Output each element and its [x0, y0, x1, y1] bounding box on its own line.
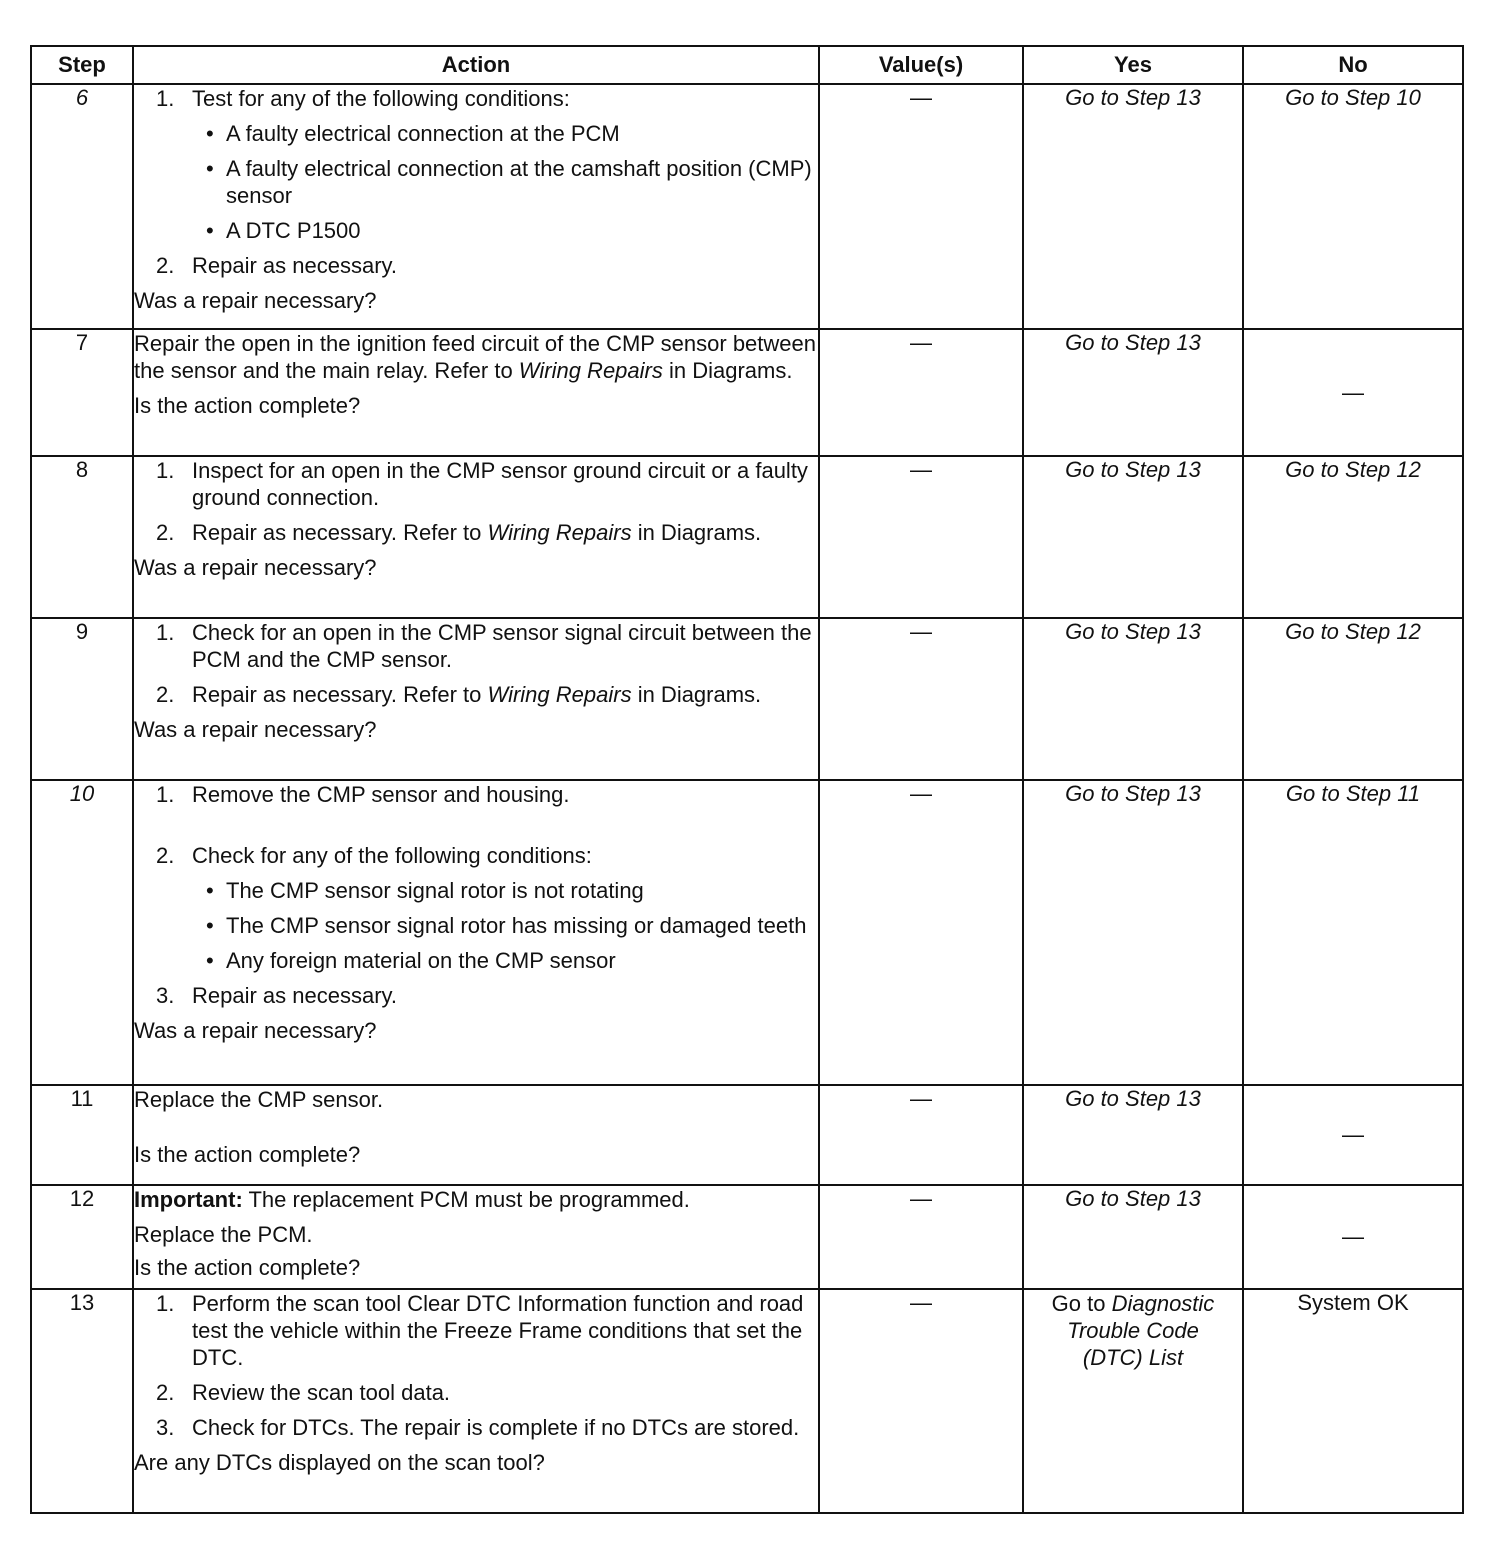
value-cell: — — [819, 456, 1023, 618]
important-note: Important: The replacement PCM must be programmed. — [134, 1187, 690, 1212]
step-number: 7 — [31, 329, 133, 456]
list-item: 1. Inspect for an open in the CMP sensor ground circuit or a faulty ground connection. — [156, 458, 808, 510]
list-item: 2. Review the scan tool data. — [156, 1380, 451, 1405]
action-cell — [133, 329, 819, 456]
action-text: Replace the PCM. — [134, 1222, 313, 1247]
list-item: 2. Repair as necessary. Refer to Wiring Repairs in Diagrams. — [156, 682, 762, 707]
no-action: — — [1243, 1185, 1463, 1289]
step-number: 9 — [31, 618, 133, 780]
no-action: Go to Step 12 — [1243, 456, 1463, 618]
table-row — [31, 1185, 1463, 1289]
yes-action: Go to Step 13 — [1023, 1185, 1243, 1289]
bullet-item: • A faulty electrical connection at the PCM — [206, 121, 620, 146]
yes-action: Go to Diagnostic Trouble Code (DTC) List — [1023, 1289, 1243, 1513]
value-cell: — — [819, 1289, 1023, 1513]
action-cell — [133, 1085, 819, 1185]
value-cell: — — [819, 618, 1023, 780]
question-text: Was a repair necessary? — [134, 1018, 377, 1043]
list-item: 2. Repair as necessary. Refer to Wiring Repairs in Diagrams. — [156, 520, 762, 545]
action-cell — [133, 780, 819, 1085]
bullet-item: • The CMP sensor signal rotor is not rotating — [206, 878, 644, 903]
action-cell — [133, 456, 819, 618]
value-cell: — — [819, 329, 1023, 456]
step-number: 10 — [31, 780, 133, 1085]
list-item: 1. Test for any of the following conditions: — [156, 86, 570, 111]
step-number: 13 — [31, 1289, 133, 1513]
list-item: 1. Check for an open in the CMP sensor signal circuit between the PCM and the CMP sensor. — [156, 620, 812, 672]
wiring-repairs-reference: Wiring Repairs — [487, 520, 632, 545]
table-row — [31, 456, 1463, 618]
action-cell — [133, 1289, 819, 1513]
table-row — [31, 329, 1463, 456]
table-row — [31, 1085, 1463, 1185]
dtc-list-reference: Diagnostic Trouble Code (DTC) List — [1067, 1291, 1215, 1370]
question-text: Is the action complete? — [134, 393, 361, 418]
step-number: 12 — [31, 1185, 133, 1289]
list-item: 3. Check for DTCs. The repair is complete if no DTCs are stored. — [156, 1415, 800, 1440]
question-text: Was a repair necessary? — [134, 288, 377, 313]
list-item: 2. Check for any of the following conditions: — [156, 843, 592, 868]
bullet-item: • A faulty electrical connection at the camshaft position (CMP) sensor — [206, 156, 812, 208]
action-cell — [133, 1185, 819, 1289]
header-step: Step — [31, 46, 133, 84]
list-item: 3. Repair as necessary. — [156, 983, 398, 1008]
no-action: — — [1243, 1085, 1463, 1185]
action-cell — [133, 618, 819, 780]
no-action: Go to Step 10 — [1243, 84, 1463, 329]
yes-action: Go to Step 13 — [1023, 456, 1243, 618]
no-action: Go to Step 11 — [1243, 780, 1463, 1085]
yes-action: Go to Step 13 — [1023, 780, 1243, 1085]
wiring-repairs-reference: Wiring Repairs — [487, 682, 632, 707]
value-cell: — — [819, 780, 1023, 1085]
no-action: Go to Step 12 — [1243, 618, 1463, 780]
value-cell: — — [819, 1185, 1023, 1289]
action-cell — [133, 84, 819, 329]
action-text: Replace the CMP sensor. — [134, 1087, 384, 1112]
yes-action: Go to Step 13 — [1023, 618, 1243, 780]
question-text: Is the action complete? — [134, 1255, 361, 1280]
table-row — [31, 84, 1463, 329]
diagnostic-table — [30, 45, 1464, 1514]
header-values: Value(s) — [819, 46, 1023, 84]
value-cell: — — [819, 1085, 1023, 1185]
value-cell: — — [819, 84, 1023, 329]
yes-action: Go to Step 13 — [1023, 84, 1243, 329]
header-yes: Yes — [1023, 46, 1243, 84]
question-text: Was a repair necessary? — [134, 717, 377, 742]
question-text: Was a repair necessary? — [134, 555, 377, 580]
important-label: Important: — [134, 1187, 243, 1212]
question-text: Is the action complete? — [134, 1142, 361, 1167]
step-number: 8 — [31, 456, 133, 618]
no-action: — — [1243, 329, 1463, 456]
bullet-item: • The CMP sensor signal rotor has missing or damaged teeth — [206, 913, 807, 938]
no-action: System OK — [1243, 1289, 1463, 1513]
table-row — [31, 618, 1463, 780]
action-text: Repair the open in the ignition feed circuit of the CMP sensor between the sensor and the main relay. Refer to Wiring Repairs in Diagrams. — [134, 331, 816, 383]
list-item: 1. Remove the CMP sensor and housing. — [156, 782, 570, 807]
yes-action: Go to Step 13 — [1023, 1085, 1243, 1185]
wiring-repairs-reference: Wiring Repairs — [518, 358, 663, 383]
table-row — [31, 1289, 1463, 1513]
list-item: 1. Perform the scan tool Clear DTC Information function and road test the vehicle within the Freeze Frame conditions that set the DTC. — [156, 1291, 804, 1370]
header-action: Action — [133, 46, 819, 84]
header-row — [31, 46, 1463, 84]
list-item: 2. Repair as necessary. — [156, 253, 398, 278]
yes-action: Go to Step 13 — [1023, 329, 1243, 456]
bullet-item: • A DTC P1500 — [206, 218, 361, 243]
step-number: 6 — [31, 84, 133, 329]
question-text: Are any DTCs displayed on the scan tool? — [134, 1450, 545, 1475]
table-row — [31, 780, 1463, 1085]
header-no: No — [1243, 46, 1463, 84]
step-number: 11 — [31, 1085, 133, 1185]
bullet-item: • Any foreign material on the CMP sensor — [206, 948, 616, 973]
